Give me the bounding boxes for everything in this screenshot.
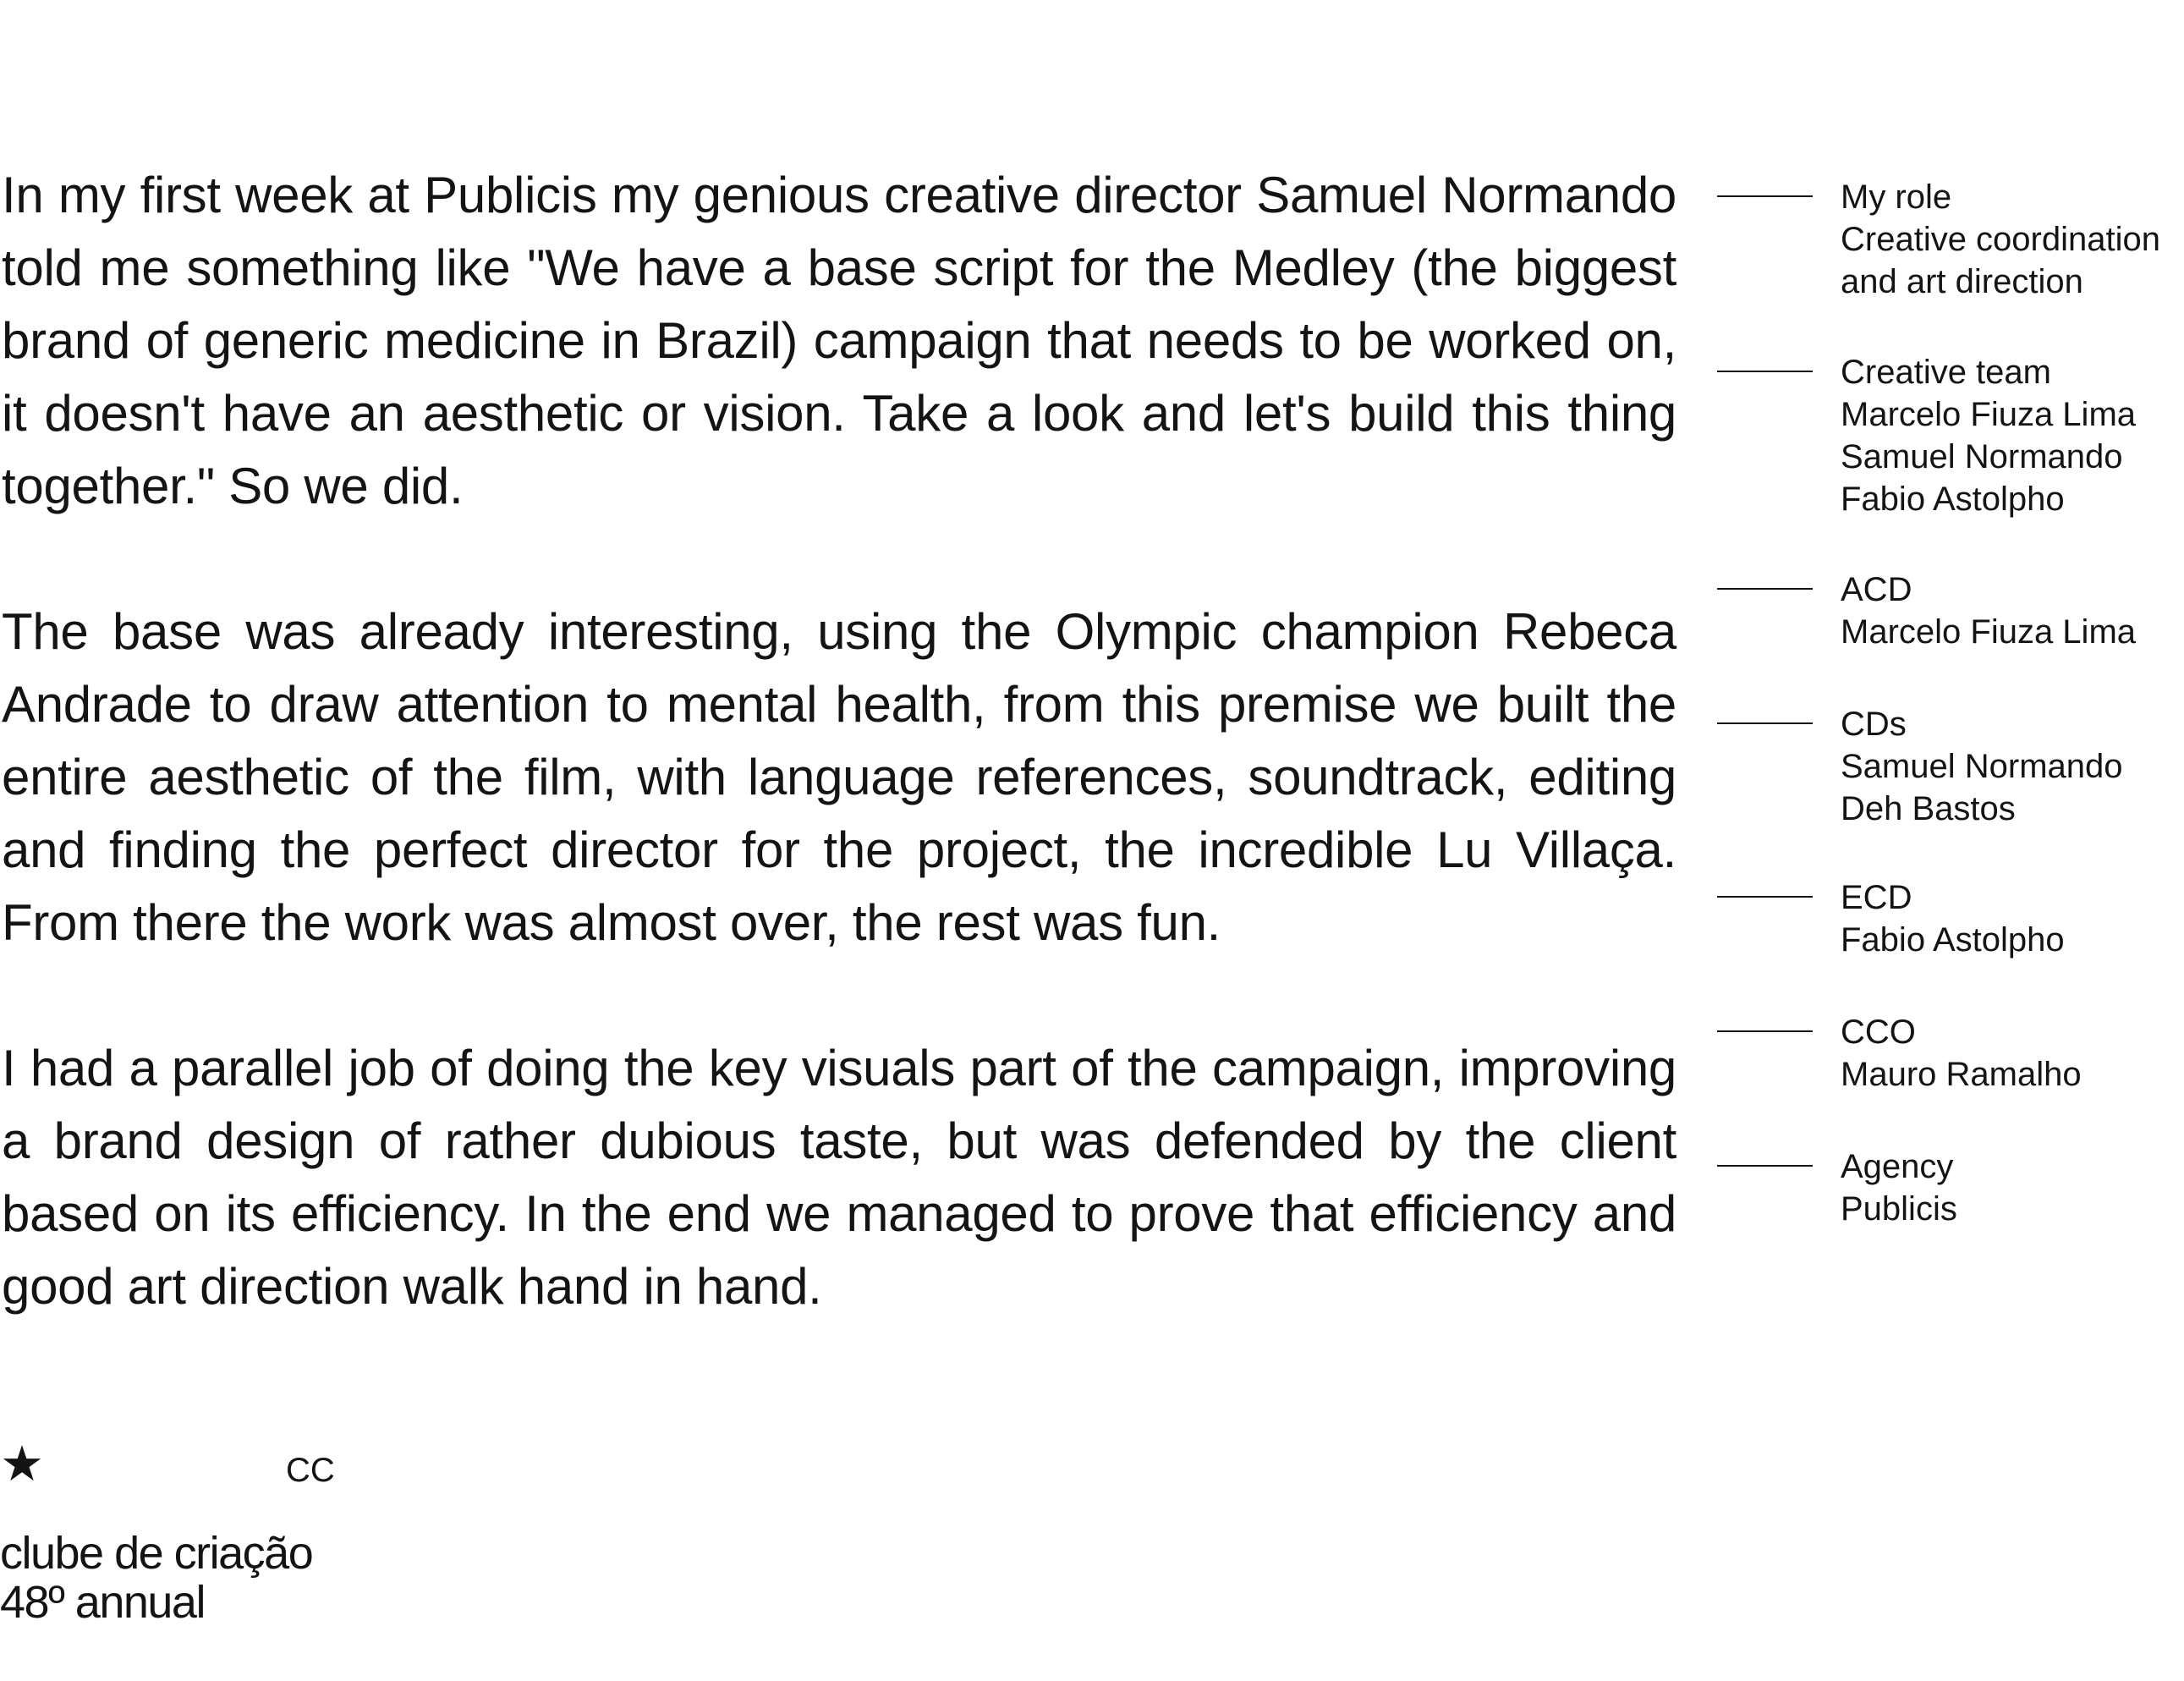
credit-value: Fabio Astolpho bbox=[1841, 921, 2065, 959]
description-paragraph-3: I had a parallel job of doing the key visuals part of the campaign, improving a brand design of rather dubious taste, but was defended by the client based on its efficiency. In the end we managed to prove that efficiency and good art direction walk hand in hand. bbox=[2, 1040, 1676, 1315]
credit-divider bbox=[1717, 371, 1813, 372]
credit-label: ECD bbox=[1841, 879, 1912, 916]
cc-mark: CC bbox=[286, 1452, 335, 1489]
credit-divider bbox=[1717, 1030, 1813, 1032]
credit-label: ACD bbox=[1841, 571, 1912, 608]
credit-value: Samuel Normando bbox=[1841, 438, 2123, 475]
star-icon: ★ bbox=[0, 1435, 44, 1492]
credit-value: Marcelo Fiuza Lima bbox=[1841, 396, 2137, 433]
credit-divider bbox=[1717, 1165, 1813, 1167]
credit-lines bbox=[1841, 703, 2123, 830]
credit-label: My role bbox=[1841, 179, 1952, 216]
credit-label: Creative team bbox=[1841, 354, 2051, 391]
credit-label: Agency bbox=[1841, 1148, 1954, 1185]
credit-divider bbox=[1717, 722, 1813, 724]
credit-value: Deh Bastos bbox=[1841, 790, 2016, 827]
credit-label: CDs bbox=[1841, 706, 1907, 743]
credits-column bbox=[1717, 0, 2184, 1681]
credit-value: Samuel Normando bbox=[1841, 748, 2123, 785]
credit-lines bbox=[1841, 569, 2136, 653]
credit-value: Creative coordination bbox=[1841, 221, 2160, 258]
award-edition: 48º annual bbox=[0, 1577, 205, 1628]
credit-divider bbox=[1717, 195, 1813, 197]
credit-value: Fabio Astolpho bbox=[1841, 481, 2065, 518]
credit-value: and art direction bbox=[1841, 263, 2083, 300]
credit-lines bbox=[1841, 876, 2065, 961]
award-badge bbox=[0, 1435, 355, 1641]
description-paragraph-2: The base was already interesting, using the Olympic champion Rebeca Andrade to draw attention to mental health, from this premise we built the entire aesthetic of the film, with language references, soundtrack, editing and finding the perfect director for the project, the incredible Lu Villaça. From there the work was almost over, the rest was fun. bbox=[2, 603, 1676, 951]
credit-value: Mauro Ramalho bbox=[1841, 1056, 2082, 1093]
credit-divider bbox=[1717, 896, 1813, 898]
credit-lines bbox=[1841, 176, 2160, 303]
credit-lines bbox=[1841, 1011, 2082, 1096]
credit-divider bbox=[1717, 588, 1813, 590]
description-paragraph-1: In my first week at Publicis my genious creative director Samuel Normando told me something like "We have a base script for the Medley (the biggest brand of generic medicine in Brazil) campaign that needs to be worked on, it doesn't have an aesthetic or vision. Take a look and let's build this thing together." So we did. bbox=[2, 167, 1676, 514]
credit-label: CCO bbox=[1841, 1014, 1916, 1051]
credit-lines bbox=[1841, 351, 2136, 520]
project-description bbox=[2, 159, 1676, 1323]
award-name: clube de criação bbox=[0, 1528, 313, 1579]
credit-value: Marcelo Fiuza Lima bbox=[1841, 613, 2137, 651]
credit-lines bbox=[1841, 1145, 1957, 1230]
credit-value: Publicis bbox=[1841, 1190, 1957, 1228]
